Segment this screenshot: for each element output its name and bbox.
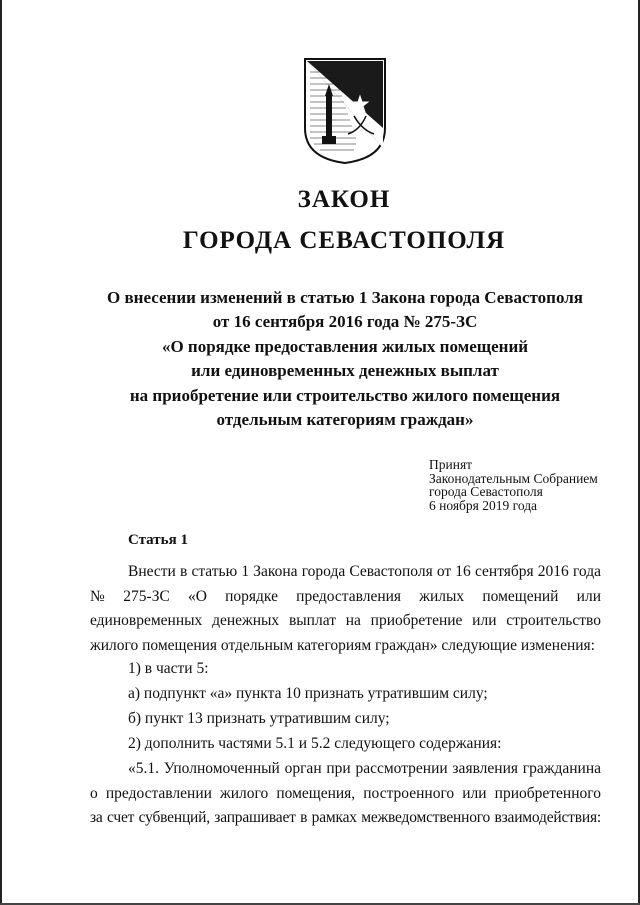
paragraph-line: о предоставлении жилого помещения, построенного или приобретенного <box>90 784 601 802</box>
subtitle-line: от 16 сентября 2016 года № 275-ЗС <box>212 312 478 332</box>
city-title: ГОРОДА СЕВАСТОПОЛЯ <box>182 227 506 254</box>
law-title: ЗАКОН <box>297 186 391 213</box>
law-subtitle <box>90 286 600 432</box>
paragraph-line: единовременных денежных выплат на приобретение или строительство <box>90 612 601 629</box>
list-item-1b: б) пункт 13 признать утратившим силу; <box>128 710 390 727</box>
paragraph-line: «5.1. Уполномоченный орган при рассмотрении заявления гражданина <box>128 760 601 777</box>
article-paragraph-5-1 <box>90 757 601 831</box>
paragraph-line: жилого помещения отдельным категориям граждан» следующие изменения: <box>90 636 595 654</box>
adoption-line: Законодательным Собранием <box>429 470 598 486</box>
adoption-date: 6 ноября 2019 года <box>429 497 538 513</box>
subtitle-line: или единовременных денежных выплат <box>191 361 499 381</box>
paragraph-line: за счет субвенций, запрашивает в рамках межведомственного взаимодействия: <box>90 809 601 826</box>
paragraph-line: Внести в статью 1 Закона города Севастополя от 16 сентября 2016 года <box>128 563 601 580</box>
subtitle-line: отдельным категориям граждан» <box>216 410 474 430</box>
list-item-1: 1) в части 5: <box>128 660 209 677</box>
subtitle-line: «О порядке предоставления жилых помещений <box>161 336 529 356</box>
list-item-2: 2) дополнить частями 5.1 и 5.2 следующего содержания: <box>128 735 502 752</box>
list-item-1a: а) подпункт «а» пункта 10 признать утратившим силу; <box>128 685 488 702</box>
adoption-line: города Севастополя <box>429 484 543 499</box>
subtitle-line: на приобретение или строительство жилого помещения <box>129 385 561 405</box>
paragraph-line: № 275-ЗС «О порядке предоставления жилых помещений или <box>90 587 601 605</box>
adoption-line: Принят <box>429 457 473 472</box>
article-heading: Статья 1 <box>128 532 188 548</box>
subtitle-line: О внесении изменений в статью 1 Закона города Севастополя <box>107 288 583 307</box>
adoption-block <box>429 458 629 512</box>
page-frame-left <box>0 0 2 905</box>
sevastopol-coat-of-arms-icon <box>304 58 386 164</box>
article-paragraph-1 <box>90 560 601 658</box>
